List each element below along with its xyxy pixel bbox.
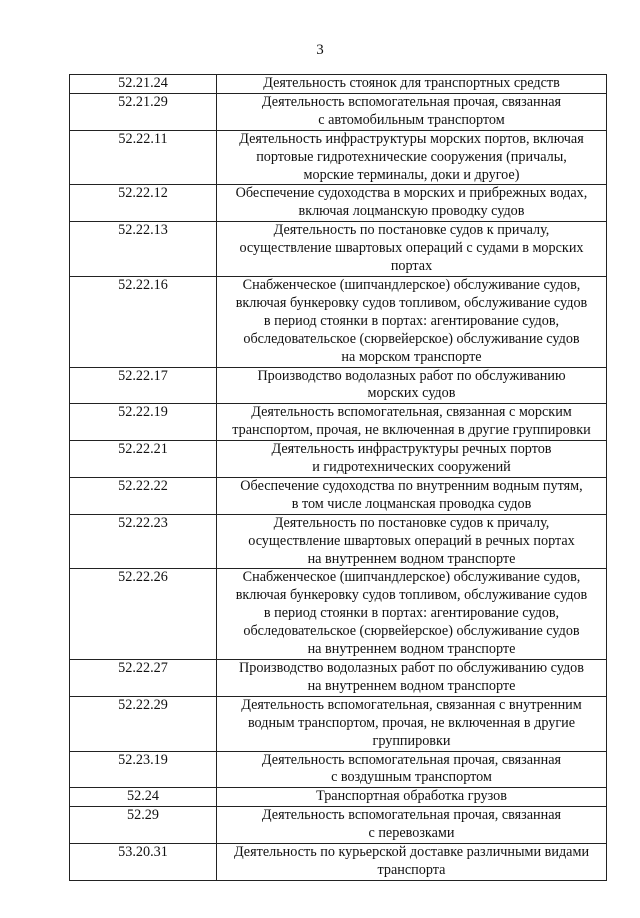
- activity-description-cell: Деятельность инфраструктуры речных портов и гидротехнических сооружений: [217, 441, 607, 478]
- activity-description-cell: Деятельность по постановке судов к причалу, осуществление швартовых операций с судами в морских портах: [217, 222, 607, 277]
- activity-code-cell: 52.22.12: [70, 185, 217, 222]
- activity-description-cell: Снабженческое (шипчандлерское) обслуживание судов, включая бункеровку судов топливом, обслуживание судов в период стоянки в портах: агентирование судов, обследовательское (сюрвейерское) обслуживание судов на внутреннем водном транспорте: [217, 569, 607, 660]
- activity-code-cell: 52.22.17: [70, 367, 217, 404]
- table-row: [70, 477, 607, 514]
- table-row: [70, 276, 607, 367]
- table-row: [70, 367, 607, 404]
- table-row: [70, 404, 607, 441]
- table-row: [70, 569, 607, 660]
- table-row: [70, 696, 607, 751]
- activity-code-cell: 52.22.21: [70, 441, 217, 478]
- table-row: [70, 807, 607, 844]
- activity-code-cell: 52.22.26: [70, 569, 217, 660]
- page-number: 3: [316, 42, 324, 58]
- table-row: [70, 222, 607, 277]
- table-row: [70, 441, 607, 478]
- activity-code-cell: 52.29: [70, 807, 217, 844]
- activity-code-cell: 52.24: [70, 788, 217, 807]
- activity-codes-table: [69, 74, 607, 881]
- activity-description-cell: Обеспечение судоходства в морских и прибрежных водах, включая лоцманскую проводку судов: [217, 185, 607, 222]
- table-row: [70, 130, 607, 185]
- activity-code-cell: 52.22.29: [70, 696, 217, 751]
- activity-description-cell: Деятельность вспомогательная, связанная с морским транспортом, прочая, не включенная в другие группировки: [217, 404, 607, 441]
- activity-code-cell: 52.22.23: [70, 514, 217, 569]
- activity-code-cell: 52.21.29: [70, 93, 217, 130]
- activity-description-cell: Снабженческое (шипчандлерское) обслуживание судов, включая бункеровку судов топливом, обслуживание судов в период стоянки в портах: агентирование судов, обследовательское (сюрвейерское) обслуживание судов на морском транспорте: [217, 276, 607, 367]
- table-row: [70, 751, 607, 788]
- activity-code-cell: 52.22.11: [70, 130, 217, 185]
- table-body: [70, 75, 607, 881]
- table-row: [70, 788, 607, 807]
- activity-description-cell: Деятельность по курьерской доставке различными видами транспорта: [217, 844, 607, 881]
- activity-description-cell: Деятельность инфраструктуры морских портов, включая портовые гидротехнические сооружения (причалы, морские терминалы, доки и другое): [217, 130, 607, 185]
- activity-code-cell: 52.22.22: [70, 477, 217, 514]
- activity-code-cell: 53.20.31: [70, 844, 217, 881]
- activity-description-cell: Деятельность вспомогательная прочая, связанная с перевозками: [217, 807, 607, 844]
- activity-code-cell: 52.21.24: [70, 75, 217, 94]
- activity-code-cell: 52.22.19: [70, 404, 217, 441]
- activity-code-cell: 52.23.19: [70, 751, 217, 788]
- activity-description-cell: Деятельность вспомогательная прочая, связанная с воздушным транспортом: [217, 751, 607, 788]
- table-row: [70, 660, 607, 697]
- table-row: [70, 185, 607, 222]
- table-row: [70, 75, 607, 94]
- activity-description-cell: Деятельность вспомогательная прочая, связанная с автомобильным транспортом: [217, 93, 607, 130]
- activity-description-cell: Обеспечение судоходства по внутренним водным путям, в том числе лоцманская проводка судов: [217, 477, 607, 514]
- activity-code-cell: 52.22.13: [70, 222, 217, 277]
- activity-description-cell: Транспортная обработка грузов: [217, 788, 607, 807]
- activity-code-cell: 52.22.27: [70, 660, 217, 697]
- activity-code-cell: 52.22.16: [70, 276, 217, 367]
- activity-description-cell: Производство водолазных работ по обслуживанию морских судов: [217, 367, 607, 404]
- table-row: [70, 844, 607, 881]
- activity-description-cell: Производство водолазных работ по обслуживанию судов на внутреннем водном транспорте: [217, 660, 607, 697]
- table-row: [70, 93, 607, 130]
- table-row: [70, 514, 607, 569]
- activity-description-cell: Деятельность вспомогательная, связанная с внутренним водным транспортом, прочая, не включенная в другие группировки: [217, 696, 607, 751]
- activity-description-cell: Деятельность стоянок для транспортных средств: [217, 75, 607, 94]
- activity-description-cell: Деятельность по постановке судов к причалу, осуществление швартовых операций в речных портах на внутреннем водном транспорте: [217, 514, 607, 569]
